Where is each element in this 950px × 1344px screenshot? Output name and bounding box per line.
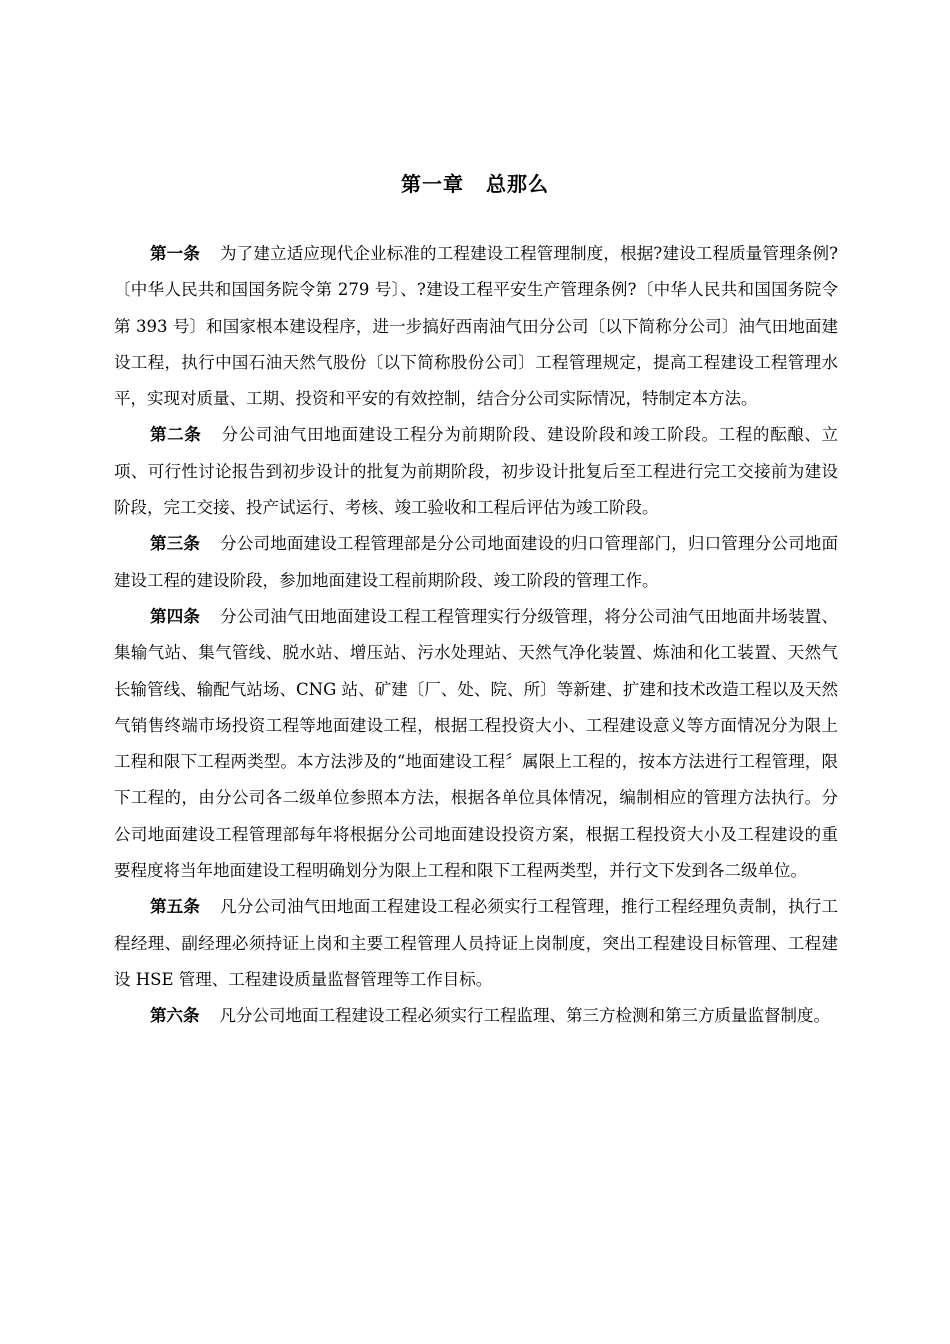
article-4: [114, 599, 838, 889]
article-label: 第五条: [150, 897, 201, 917]
document-body: [114, 236, 838, 1035]
article-label: 第三条: [150, 534, 201, 554]
article-text: 为了建立适应现代企业标准的工程建设工程管理制度，根据?建设工程质量管理条例?〔中华人民共和国国务院令第 279 号〕、?建设工程平安生产管理条例?〔中华人民共和国国务院令第 393 号〕和国家根本建设程序，进一步搞好西南油气田分公司〔以下简称分公司〕油气田地面建设工程，执行中国石油天然气股份〔以下简称股份公司〕工程管理规定，提高工程建设工程管理水平，实现对质量、工期、投资和平安的有效控制，结合分公司实际情况，特制定本方法。: [114, 244, 838, 409]
article-text: 凡分公司油气田地面工程建设工程必须实行工程管理，推行工程经理负责制，执行工程经理、副经理必须持证上岗和主要工程管理人员持证上岗制度，突出工程建设目标管理、工程建设 HSE 管理、工程建设质量监督管理等工作目标。: [114, 897, 839, 989]
chapter-number: 第一章: [401, 172, 464, 196]
article-label: 第一条: [150, 244, 201, 263]
article-label: 第四条: [150, 606, 201, 626]
article-label: 第二条: [150, 425, 202, 445]
chapter-name: 总那么: [486, 172, 549, 196]
article-3: [114, 526, 838, 599]
article-text: 分公司地面建设工程管理部是分公司地面建设的归口管理部门，归口管理分公司地面建设工程的建设阶段，参加地面建设工程前期阶段、竣工阶段的管理工作。: [114, 534, 839, 590]
article-label: 第六条: [150, 1006, 200, 1026]
article-6: [114, 998, 838, 1034]
article-text: 分公司油气田地面建设工程工程管理实行分级管理，将分公司油气田地面井场装置、集输气站、集气管线、脱水站、增压站、污水处理站、天然气净化装置、炼油和化工装置、天然气长输管线、输配气站场、CNG 站、矿建〔厂、处、院、所〕等新建、扩建和技术改造工程以及天然气销售终端市场投资工程等地面建设工程，根据工程投资大小、工程建设意义等方面情况分为限上工程和限下工程两类型。本方法涉及的“地面建设工程〞属限上工程的，按本方法进行工程管理，限下工程的，由分公司各二级单位参照本方法，根据各单位具体情况，编制相应的管理方法执行。分公司地面建设工程管理部每年将根据分公司地面建设投资方案，根据工程投资大小及工程建设的重要程度将当年地面建设工程明确划分为限上工程和限下工程两类型，并行文下发到各二级单位。: [114, 606, 839, 881]
article-text: 凡分公司地面工程建设工程必须实行工程监理、第三方检测和第三方质量监督制度。: [219, 1006, 830, 1026]
article-text: 分公司油气田地面建设工程分为前期阶段、建设阶段和竣工阶段。工程的酝酿、立项、可行性讨论报告到初步设计的批复为前期阶段，初步设计批复后至工程进行完工交接前为建设阶段，完工交接、投产试运行、考核、竣工验收和工程后评估为竣工阶段。: [114, 425, 839, 518]
article-5: [114, 889, 838, 998]
chapter-title: [0, 168, 950, 200]
article-2: [114, 417, 838, 526]
article-1: [114, 236, 838, 417]
